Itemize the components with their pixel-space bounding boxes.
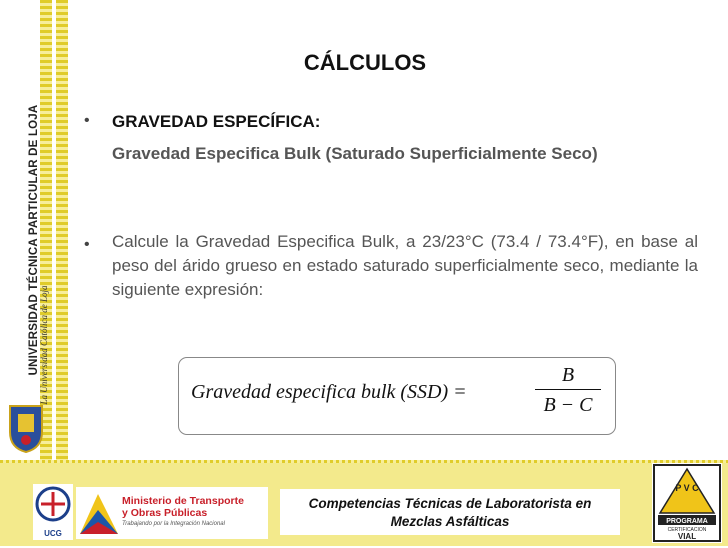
course-title	[280, 495, 620, 531]
ministry-name	[122, 495, 244, 519]
decorative-stripe	[56, 0, 68, 465]
formula-lhs: Gravedad especifica bulk (SSD) =	[191, 381, 467, 403]
formula-numerator: B	[561, 364, 575, 386]
university-tagline: La Universidad Católica de Loja	[39, 285, 49, 405]
ministry-logo	[76, 487, 268, 539]
course-title-line-1: Competencias Técnicas de Laboratorista en	[308, 496, 592, 511]
ministry-slogan: Trabajando por la Integración Nacional	[122, 521, 225, 527]
pvc-logo	[652, 463, 722, 543]
bullet-icon: •	[84, 112, 90, 129]
bullet-2-text: Calcule la Gravedad Especifica Bulk, a 23/23°C (73.4 / 73.4°F), en base al peso del árido grueso en estado saturado superficialmente seco, mediante la siguiente expresión:	[112, 232, 698, 299]
ministry-line-2: y Obras Públicas	[122, 507, 208, 519]
formula-denominator: B − C	[543, 394, 593, 416]
formula-box	[178, 357, 616, 435]
slide-title: CÁLCULOS	[303, 50, 427, 75]
bullet-icon: •	[84, 236, 90, 253]
pvc-vial: VIAL	[677, 532, 697, 541]
ucg-logo	[33, 484, 73, 540]
course-banner	[280, 489, 620, 535]
ucg-label: UCG	[44, 529, 62, 538]
pvc-program: PROGRAMA	[666, 518, 708, 525]
ministry-emblem-icon	[78, 490, 120, 536]
pvc-emblem-icon	[652, 463, 722, 543]
bullet-1-heading: GRAVEDAD ESPECÍFICA:	[112, 112, 321, 131]
course-title-line-2: Mezclas Asfálticas	[390, 514, 510, 529]
formula-fraction	[535, 364, 601, 417]
pvc-letters: P V C	[675, 483, 699, 493]
ucg-emblem-icon	[33, 484, 73, 524]
bullet-1-text: Gravedad Especifica Bulk (Saturado Superficialmente Seco)	[112, 144, 598, 163]
university-crest-icon	[6, 402, 46, 454]
university-name: UNIVERSIDAD TÉCNICA PARTICULAR DE LOJA	[28, 104, 40, 376]
ministry-line-1: Ministerio de Transporte	[122, 495, 244, 507]
fraction-bar	[535, 389, 601, 390]
pvc-cert: CERTIFICACION	[667, 527, 707, 533]
